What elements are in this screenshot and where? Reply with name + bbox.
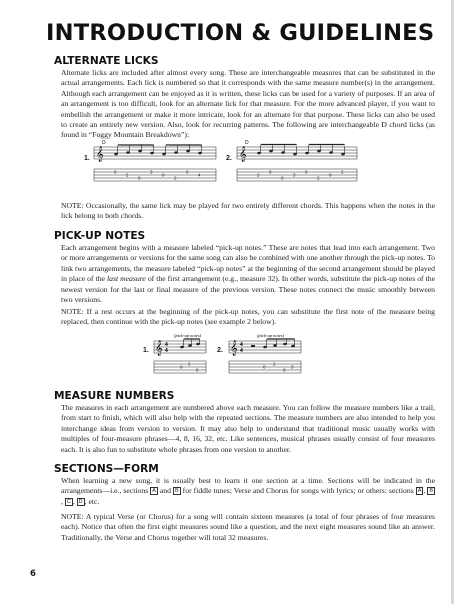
svg-text:𝄞: 𝄞 [155,341,163,356]
chord-symbol: D [245,140,249,146]
svg-text:2: 2 [257,172,260,178]
sections-form-note: NOTE: A typical Verse (or Chorus) for a song will contain sixteen measures (a total of four phrases of four measures each). Notice that often the first eight measures sound like a question, and the next eight measures sound like an answer. Traditionally, the Verse and Chorus together will total 32 measures. [61,512,435,542]
svg-text:𝄞: 𝄞 [230,341,238,356]
svg-text:𝄞: 𝄞 [96,147,104,162]
section-box-d: D [78,498,83,505]
heading-alternate-licks: ALTERNATE LICKS [54,55,159,67]
svg-text:0: 0 [196,367,199,373]
section-box-b2: B [429,488,433,495]
pickup-notes-paragraph [61,243,435,305]
chord-symbol: D [102,140,106,146]
svg-text:4: 4 [240,342,243,348]
page-title: INTRODUCTION & GUIDELINES [46,20,435,46]
sections-text-a: When learning a new song, it is usually best to learn it one section at a time. Sections will be indicated in the arrangements—i.e., sections [61,476,435,496]
svg-text:0: 0 [162,172,165,178]
svg-text:𝄞: 𝄞 [239,147,247,162]
svg-text:3: 3 [293,172,296,178]
svg-text:4: 4 [165,342,168,348]
svg-text:4: 4 [240,348,243,354]
svg-text:3: 3 [150,169,153,175]
pickup-example-1-notation [152,331,208,379]
alternate-licks-note: NOTE: Occasionally, the same lick may be played for two entirely different chords. This happens when the notes in the lick belong to both chords. [61,201,435,221]
sections-text-end: , etc. [84,496,100,506]
pickup-label: (pick-up notes) [174,333,202,338]
svg-text:2: 2 [174,175,177,181]
svg-text:2: 2 [188,361,191,367]
heading-pickup-notes: PICK-UP NOTES [54,230,146,242]
svg-text:0: 0 [281,175,284,181]
svg-text:0: 0 [180,364,183,370]
svg-text:0: 0 [329,172,332,178]
svg-text:0: 0 [263,364,266,370]
lick-example-1-number: 1. [84,155,90,162]
page-number: 6 [30,569,36,579]
pickup-example-2-number: 2. [217,347,223,354]
sections-text-b: and [157,486,173,496]
svg-text:0: 0 [114,169,117,175]
sections-sep-1: , [423,486,428,496]
svg-text:2: 2 [126,172,129,178]
heading-sections-form: SECTIONS—FORM [54,463,159,475]
section-box-c: C [66,498,71,505]
measure-numbers-paragraph: The measures in each arrangement are numbered above each measure. You can follow the measure numbers like a trail, from start to finish, which will also help with the repeated sections. The measure numbers are also intended to help you interchange ideas from version to version. It may also help to understand that traditional music usually works with multiples of four-measure phrases—4, 8, 16, 32, etc. Like sentences, musical phrases usually consist of four measures each. It is also fun to substitute whole phrases from one version to another. [61,403,435,454]
svg-text:0: 0 [305,169,308,175]
svg-text:0: 0 [186,169,189,175]
svg-text:2: 2 [341,169,344,175]
heading-measure-numbers: MEASURE NUMBERS [54,390,175,402]
sections-sep-2: , [61,496,65,506]
lick-example-1-notation [92,137,218,189]
svg-text:4: 4 [198,172,201,178]
svg-text:0: 0 [269,169,272,175]
pickup-example-1-number: 1. [143,347,149,354]
section-box-a: A [152,488,156,495]
svg-text:2: 2 [317,175,320,181]
svg-text:2: 2 [273,361,276,367]
pickup-text-italic: last measure [106,274,146,284]
pickup-example-2-notation [227,331,303,379]
alternate-licks-paragraph: Alternate licks are included after almost every song. These are interchangeable measures that can be substituted in the actual arrangements. Each lick is numbered so that it corresponds with the same measure number(s) in the arrangement. Although each arrangement can be enjoyed as it is written, these licks can be used for a variety of purposes. If an area of an arrangement is too difficult, look for an alternate lick for that measure. For the more advanced player, if you want to embellish the arrangement or make it more intricate, look for an alternate for that purpose. These licks can also be used to create an entirely new version. Also, look for recurring patterns. The following are interchangeable D chord licks (as found in “Foggy Mountain Breakdown”): [61,68,435,140]
section-box-b: B [174,488,179,495]
pickup-notes-note: NOTE: If a rest occurs at the beginning of the pick-up notes, you can substitute the first note of the measure being replaced, then continue with the pick-up notes (see example 2 below). [61,307,435,327]
svg-text:0: 0 [283,367,286,373]
svg-text:4: 4 [165,348,168,354]
svg-text:0: 0 [138,175,141,181]
lick-example-2-number: 2. [226,155,232,162]
lick-example-2-notation [235,137,359,189]
sections-form-paragraph [61,476,435,507]
sections-text-c: for fiddle tunes; Verse and Chorus for songs with lyrics; or others: sections [180,486,416,496]
pickup-text-b: of the first arrangement (e.g., measure 32). In other words, substitute the pick-up notes of the newest version for the last or final measure of the previous version. These notes connect the music smoothly between two versions. [61,274,435,305]
pickup-label: (pick-up notes) [257,333,285,338]
svg-text:3: 3 [291,364,294,370]
section-box-a2: A [417,488,422,495]
sections-sep-3: , [72,496,77,506]
pickup-text-a: Each arrangement begins with a measure labeled “pick-up notes.” These are notes that lead into each arrangement. Two or more arrangements or versions for the same song can also be combined with one another through the pick-up notes. To link two arrangements, the measure labeled “pick-up notes” at the beginning of the second arrangement should be played in place of the [61,243,435,284]
